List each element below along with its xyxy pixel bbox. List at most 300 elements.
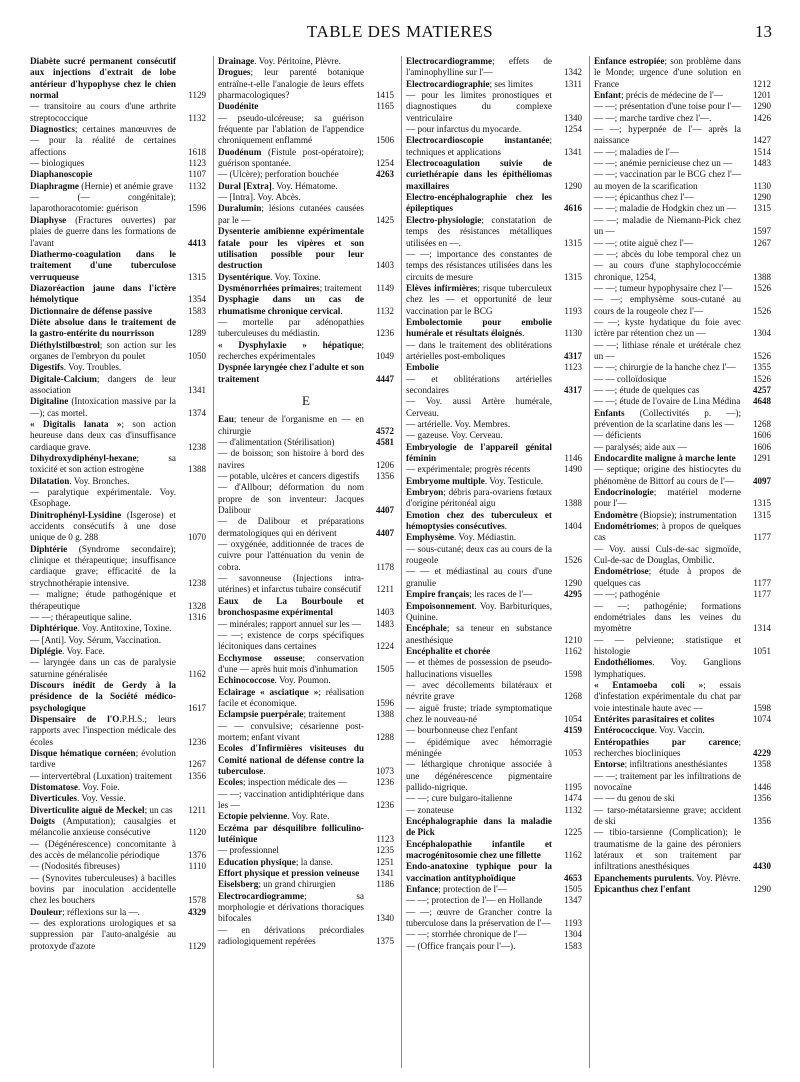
index-entry: [30, 169, 206, 180]
index-entry: [406, 544, 582, 567]
index-page-ref: 1505: [564, 884, 582, 895]
index-entry: [218, 101, 394, 112]
index-page-ref: 1483: [753, 158, 771, 169]
index-entry: [594, 124, 771, 147]
index-page-ref: 4317: [564, 350, 582, 361]
index-entry: [218, 845, 394, 856]
index-entry: [406, 680, 582, 703]
index-entry: [406, 805, 582, 816]
index-entry: [218, 687, 394, 710]
index-entry: [594, 101, 771, 112]
index-page-ref: 1583: [188, 305, 206, 316]
index-page-ref: 1251: [376, 856, 394, 867]
index-entry: [218, 437, 394, 448]
index-column-2: [214, 56, 402, 1068]
index-entry-text: — —; importance des constantes de temps des résistances utilisées dans les circuits de mesure: [406, 248, 552, 282]
index-entry-text: Embryome multiple. Voy. Testicule.: [406, 475, 544, 486]
index-entry: [594, 294, 771, 317]
index-page-ref: 1290: [753, 192, 771, 203]
index-entry: [594, 238, 771, 249]
index-page-ref: 1617: [188, 702, 206, 713]
index-page-ref: 1474: [564, 793, 582, 804]
index-page-ref: 1315: [753, 203, 771, 214]
index-entry-text: — avec décollements bilatéraux et névrite grave: [406, 679, 552, 702]
index-page-ref: 4159: [564, 725, 582, 736]
index-entry: [218, 294, 394, 317]
index-entry-text: Diverticules. Voy. Vessie.: [30, 793, 126, 804]
index-entry-text: Eaux de La Bourboule et bronchospasme expérimental: [218, 595, 364, 618]
index-page-ref: 1130: [564, 328, 582, 339]
index-entry-text: — [Anti]. Voy. Sérum, Vaccination.: [30, 634, 162, 645]
index-entry-text: — (— congénitale); laparothoracotomie: guérison: [30, 192, 176, 214]
index-entry: [594, 169, 771, 192]
index-entry-text: Diphtérie (Syndrome secondaire); clinique et thérapeutique; insuffisance cardiaque grave; efficacité de la strychnothérapie intensive.: [30, 543, 176, 588]
index-entry: [594, 884, 771, 895]
index-entry-text: — — convulsive; césarienne post-mortem; enfant vivant: [218, 720, 364, 742]
index-entry-text: — — pelvienne; statistique et histologie: [594, 634, 741, 656]
index-entry: [218, 471, 394, 482]
page-number: 13: [755, 22, 772, 41]
index-entry-text: — et oblitérations artérielles secondaires: [406, 373, 552, 395]
index-entry: [594, 601, 771, 635]
index-entry-text: Discours inédit de Gerdy à la présidence de la Société médico-psychologique: [30, 679, 176, 713]
index-page-ref: 1123: [188, 158, 206, 169]
index-entry-text: — des explorations urologiques et sa suppression par l'auto-analgésie au protoxyde d'azote: [30, 918, 176, 951]
index-page-ref: 1358: [753, 759, 771, 770]
index-entry: [30, 793, 206, 804]
index-entry: [218, 879, 394, 890]
index-entry-text: Dictionnaire de défense passive: [30, 305, 153, 316]
index-entry: [406, 396, 582, 419]
index-entry-text: — épidémique avec hémorragie méningée: [406, 736, 552, 758]
index-entry-text: — tibio-tarsienne (Complication); le traumatisme de la gaine des péroniers latéraux et son traitement par infiltrations anesthésiques: [594, 827, 741, 872]
index-page-ref: 1051: [753, 645, 771, 656]
index-page-ref: 1316: [188, 611, 206, 622]
index-page-ref: 1618: [188, 146, 206, 157]
index-page-ref: 1341: [376, 868, 394, 879]
index-entry-text: — zonateuse: [406, 804, 454, 815]
index-entry-text: Embryologie de l'appareil génital féminin: [406, 441, 552, 464]
index-page-ref: 4263: [376, 169, 394, 180]
index-entry-text: Empire français; les races de l'—: [406, 589, 533, 600]
index-entry: [218, 811, 394, 822]
index-entry: [594, 464, 771, 487]
index-entry: [218, 823, 394, 846]
index-page-ref: 4581: [376, 437, 394, 447]
index-page-ref: 1162: [564, 850, 582, 861]
index-page-ref: 1375: [376, 936, 394, 947]
index-entry: [30, 487, 206, 510]
index-entry: [30, 873, 206, 907]
index-page-ref: 4616: [564, 203, 582, 214]
index-entry: [406, 56, 582, 79]
index-entry-text: — potable, ulcères et cancers digestifs: [218, 471, 360, 482]
index-entry: [218, 709, 394, 720]
index-entry: [30, 419, 206, 453]
index-page-ref: 1315: [753, 498, 771, 509]
index-page-ref: 4572: [376, 425, 394, 436]
index-entry: [30, 215, 206, 249]
index-entry: [406, 566, 582, 589]
index-entry-text: Diagnostics; certaines manœuvres de — pour la réalité de certaines affections: [30, 124, 176, 157]
index-entry-text: — Voy. aussi Artère humérale, Cerveau.: [406, 396, 552, 418]
index-page-ref: 1356: [188, 770, 206, 781]
index-entry-text: « Digitalis lanata »; son action heureuse dans deux cas d'insuffisance cardiaque grave.: [30, 419, 176, 452]
index-entry-text: Effort physique et pression veineuse: [218, 868, 360, 879]
index-entry: [406, 430, 582, 441]
index-entry-text: — minérales; rapport annuel sur les —: [218, 618, 361, 629]
index-entry-text: — transitoire au cours d'une arthrite streptococcique: [30, 101, 176, 123]
index-page-ref: 1526: [753, 350, 771, 361]
index-entry-text: — pour les limites pronostiques et diagnostiques du complexe ventriculaire: [406, 90, 552, 123]
index-entry: [30, 748, 206, 771]
index-page-ref: 1355: [753, 362, 771, 373]
index-entry-text: — —; emphysème sous-cutané au cours de la rougeole chez l'—: [594, 294, 741, 316]
index-page-ref: 1526: [753, 373, 771, 384]
index-entry-text: Eclairage « asciatique »; réalisation facile et économique.: [218, 686, 364, 708]
index-entry-text: Dysenterie amibienne expérimentale fatale pour les vipères et son utilisation possible pour leur destruction: [218, 226, 364, 271]
index-entry-text: Diabète sucré permanent consécutif aux injections d'extrait de lobe antérieur d'hypophyse chez le chien normal: [30, 56, 176, 101]
index-page-ref: 1236: [376, 328, 394, 339]
index-page-ref: 1267: [188, 759, 206, 770]
index-page-ref: 1505: [376, 663, 394, 674]
index-entry: [406, 135, 582, 158]
index-entry: [594, 487, 771, 510]
index-entry: [30, 510, 206, 544]
index-entry-text: — —; hyperpnée de l'— après la naissance: [594, 124, 741, 146]
index-entry-text: — — colloïdosique: [594, 373, 667, 384]
index-entry-text: — —; œuvre de Grancher contre la tuberculose dans la préservation de l'—: [406, 906, 552, 929]
index-entry-text: — professionnel: [218, 845, 279, 856]
index-entry: [30, 396, 206, 419]
index-page-ref: 1178: [376, 561, 394, 572]
index-entry-text: Duodénum (Fistule post-opératoire); guérison spontanée.: [218, 146, 364, 169]
index-page-ref: 1597: [753, 226, 771, 237]
index-entry-text: Drainage. Voy. Péritoine, Plèvre.: [218, 56, 341, 66]
index-page-ref: 1254: [564, 124, 582, 135]
index-entry-text: Dilatation. Voy. Bronches.: [30, 475, 130, 486]
index-entry: [406, 374, 582, 397]
index-entry-text: Eiselsberg; un grand chirurgien: [218, 879, 336, 890]
index-entry: [30, 56, 206, 101]
index-entry: [406, 79, 582, 90]
index-entry-text: — —; pathogénie: [594, 589, 660, 600]
index-page-ref: 1403: [376, 260, 394, 271]
index-entry-text: — —; chirurgie de la hanche chez l'—: [594, 362, 736, 373]
index-page-ref: 1120: [188, 827, 206, 838]
index-page-ref: 1235: [376, 845, 394, 856]
index-page-ref: 1238: [188, 441, 206, 452]
index-entry-text: Enfants (Collectivités p. —); prévention de la scarlatine dans les —: [594, 407, 741, 429]
section-letter-heading: E: [302, 392, 310, 408]
index-entry: [218, 868, 394, 879]
index-entry: [594, 215, 771, 238]
index-entry-text: — (Dégénérescence) concomitante à des accès de mélancolie périodique: [30, 838, 176, 861]
index-entry-text: Endo-anatoxine typhique pour la vaccination antityphoïdique: [406, 861, 552, 883]
index-entry-text: Epanchements purulents. Voy. Plèvre.: [594, 872, 741, 883]
index-column-3: [402, 56, 590, 1068]
index-entry: [30, 158, 206, 169]
index-page-ref: 1347: [564, 895, 582, 906]
index-entry-text: — intervertébral (Luxation) traitement: [30, 770, 173, 781]
index-entry-text: Embolie: [406, 362, 439, 373]
index-entry: [594, 374, 771, 385]
index-entry: [406, 929, 582, 940]
index-entry: [594, 771, 771, 794]
index-entry: [406, 476, 582, 487]
index-page-ref: 1341: [188, 384, 206, 395]
index-page-ref: 1598: [564, 668, 582, 679]
index-entry: [218, 789, 394, 812]
index-entry: [594, 521, 771, 544]
index-entry-text: — —; traitement par les infiltrations de novocaïne: [594, 770, 741, 792]
index-entry-text: — —; pathogénie; formations endométriales dans les veines du myomètre: [594, 600, 741, 634]
index-entry-text: Ectopie pelvienne. Voy. Rate.: [218, 811, 330, 822]
index-entry: [406, 907, 582, 930]
index-entry: [30, 374, 206, 397]
index-entry: [594, 737, 771, 760]
index-page-ref: 1596: [188, 203, 206, 214]
index-entry: [30, 192, 206, 215]
index-entry-text: Distomatose. Voy. Foie.: [30, 782, 120, 792]
index-entry: [406, 839, 582, 862]
index-entry-text: Dispensaire de l'O.P.H.S.; leurs rapports avec l'inspection médicale des écoles: [30, 713, 177, 747]
index-entry-text: — Voy. aussi Culs-de-sac sigmoïde, Cul-de-sac de Douglas, Ombilic.: [594, 543, 741, 566]
index-entry: [594, 680, 771, 714]
index-page-ref: 1129: [188, 940, 206, 951]
index-page-ref: 1129: [188, 90, 206, 101]
index-entry-text: — —; maladie de Hodgkin chez un —: [594, 203, 737, 214]
index-entry-text: Dihydroxydiphényl-hexane; sa toxicité et son action estrogène: [30, 453, 176, 475]
index-page-ref: 4648: [753, 396, 771, 407]
index-entry-text: — biologiques: [30, 158, 85, 169]
index-entry-text: Electrocoagulation suivie de curiethérapie dans les épithéliomas maxillaires: [406, 158, 552, 191]
index-entry: [218, 181, 394, 192]
index-entry: [218, 192, 394, 203]
index-entry-text: Dyspnée laryngée chez l'adulte et son traitement: [218, 362, 364, 384]
index-entry: [30, 612, 206, 623]
index-entry: [406, 737, 582, 760]
index-page-ref: 1132: [376, 305, 394, 316]
index-entry-text: Endométriomes; à propos de quelques cas: [594, 521, 741, 543]
index-page-ref: 1578: [188, 895, 206, 906]
index-entry: [406, 340, 582, 363]
index-entry-text: Duralumin; lésions cutanées causées par le —: [218, 203, 364, 225]
index-entry: [30, 283, 206, 306]
index-entry-text: Diéthylstilbœstrol; son action sur les organes de l'embryon du poulet: [30, 339, 176, 361]
index-page-ref: 1290: [564, 180, 582, 191]
index-page-ref: 1254: [376, 158, 394, 169]
index-entry-text: — pour infarctus du myocarde.: [406, 124, 522, 135]
index-entry-text: Enfance estropiée; son problème dans le Monde; urgence d'une solution en France: [594, 56, 741, 89]
index-entry-text: Diaphragme (Hernie) et anémie grave: [30, 180, 173, 191]
index-page-ref: 1598: [753, 702, 771, 713]
index-entry: [30, 907, 206, 918]
index-page-ref: 1146: [564, 453, 582, 464]
index-entry: [594, 544, 771, 567]
index-entry-text: — —; otite aiguë chez l'—: [594, 237, 693, 248]
index-page-ref: 1050: [188, 350, 206, 361]
index-entry-text: Encéphalite et chorée: [406, 645, 491, 656]
index-entry-text: Elèves infirmières; risque tuberculeux chez les — et opportunité de leur vaccination par le BCG: [406, 282, 552, 316]
index-page-ref: 1526: [753, 282, 771, 293]
index-page-ref: 1446: [753, 782, 771, 792]
index-page-ref: 1315: [188, 271, 206, 282]
index-entry: [406, 532, 582, 543]
index-entry-text: Diplégie. Voy. Face.: [30, 645, 105, 656]
index-entry: [30, 340, 206, 363]
index-entry: [218, 743, 394, 777]
index-entry-text: — bourbonneuse chez l'enfant: [406, 725, 518, 736]
index-page-ref: 1110: [188, 861, 206, 872]
index-entry: [218, 721, 394, 744]
index-page-ref: 1193: [564, 918, 582, 929]
index-entry: [218, 925, 394, 948]
index-entry: [218, 147, 394, 170]
index-page-ref: 1162: [188, 668, 206, 679]
index-page-ref: 1238: [188, 577, 206, 588]
index-entry: [594, 113, 771, 124]
index-entry-text: Dysménorrhées primaires; traitement: [218, 282, 362, 293]
index-entry-text: Emphysème. Voy. Médiastin.: [406, 532, 517, 543]
index-entry-text: — paralytique expérimentale. Voy. Œsophage.: [30, 487, 176, 509]
index-entry: [594, 56, 771, 90]
index-entry: [30, 317, 206, 340]
index-page-ref: 1211: [188, 804, 206, 815]
index-page-ref: 1340: [564, 112, 582, 123]
index-entry-text: Emotion chez des tuberculeux et hémoptysies consécutives.: [406, 509, 552, 532]
index-page-ref: 1328: [188, 600, 206, 611]
index-page-ref: 1267: [753, 237, 771, 248]
index-entry: [218, 619, 394, 630]
index-entry-text: Diverticulite aiguë de Meckel; un cas: [30, 804, 173, 815]
index-page-ref: 1123: [564, 362, 582, 373]
index-page-ref: 1506: [376, 135, 394, 146]
index-page-ref: 1149: [376, 282, 394, 293]
index-entry: [594, 442, 771, 453]
index-page-ref: 1526: [564, 555, 582, 566]
index-entry-text: Eau; teneur de l'organisme en — en chirurgie: [218, 414, 364, 436]
index-entry-text: Empoisonnement. Voy. Barbituriques, Quinine.: [406, 600, 552, 622]
index-entry-text: Digestifs. Voy. Troubles.: [30, 362, 122, 373]
index-entry-text: — gazeuse. Voy. Cerveau.: [406, 430, 503, 441]
index-entry: [406, 158, 582, 192]
index-entry-text: — mortelle par adénopathies tuberculeuses du médiastin.: [218, 316, 364, 339]
index-page-ref: 1130: [753, 180, 771, 191]
index-entry: [30, 714, 206, 748]
index-entry-text: — tarso-métatarsienne grave; accident de ski: [594, 804, 741, 827]
index-entry-text: — oxygénée, additionnée de traces de cuivre pour l'atténuation du venin de cobra.: [218, 539, 364, 572]
index-entry: [30, 101, 206, 124]
index-entry: [218, 653, 394, 676]
index-entry: [218, 539, 394, 573]
index-page-ref: 1376: [188, 850, 206, 861]
index-entry: [406, 884, 582, 895]
index-entry: [30, 861, 206, 872]
index-entry: [30, 249, 206, 283]
index-entry-text: — (Synovites tuberculeuses) à bacilles bovins par inoculation accidentelle chez les bouchers: [30, 872, 176, 906]
index-page-ref: 4257: [753, 384, 771, 395]
index-entry-text: Encéphalographie dans la maladie de Pick: [406, 816, 552, 838]
index-entry-text: Diathermo-coagulation dans le traitement d'une tuberculose verruqueuse: [30, 248, 176, 282]
index-page-ref: 1304: [564, 929, 582, 940]
index-page-ref: 1374: [188, 407, 206, 418]
index-page-ref: 1341: [564, 146, 582, 157]
index-page-ref: 1268: [564, 691, 582, 702]
index-page-ref: 1206: [376, 459, 394, 470]
index-entry-text: — (Nodosités fibreuses): [30, 861, 120, 872]
index-entry: [218, 362, 394, 385]
index-entry-text: Digitaline (Intoxication massive par la —); cas mortel.: [30, 396, 176, 418]
index-entry: [406, 657, 582, 680]
index-entry-text: — —; anémie pernicieuse chez un —: [594, 158, 733, 169]
index-entry: [594, 158, 771, 169]
index-entry: [218, 203, 394, 226]
index-entry-text: — —; lithiase rénale et urétérale chez un —: [594, 339, 741, 361]
index-entry: [30, 544, 206, 589]
index-entry-text: — —; thérapeutique saline.: [30, 611, 132, 622]
index-page-ref: 1236: [376, 800, 394, 810]
index-page-ref: 1514: [753, 146, 771, 157]
index-entry: [594, 317, 771, 340]
index-entry: [406, 90, 582, 124]
index-page-ref: 1315: [564, 237, 582, 248]
index-page-ref: 1132: [188, 180, 206, 191]
index-entry: [594, 714, 771, 725]
index-entry-text: Entérites parasitaires et colites: [594, 713, 715, 724]
index-entry-text: — septique; origine des histiocytes du phénomène de Bittorf au cours de l'—: [594, 464, 741, 486]
index-entry: [218, 283, 394, 294]
index-entry-text: Digitale-Calcium; dangers de leur association: [30, 373, 176, 395]
index-entry-text: Ecoles d'Infirmières visiteuses du Comité national de défense contre la tuberculose.: [218, 743, 364, 776]
index-entry-text: Electro-encéphalographie chez les épileptiques: [406, 192, 552, 214]
index-entry: [406, 601, 582, 624]
index-entry: [30, 782, 206, 793]
index-page-ref: 1356: [753, 816, 771, 827]
index-page-ref: 1054: [564, 713, 582, 724]
index-entry-text: Endométriose; étude à propos de quelques cas: [594, 566, 741, 588]
index-entry-text: — d'Allbour; déformation du nom propre de son inventeur: Jacques Dalibour: [218, 482, 364, 516]
index-entry-text: — paralysés; aide aux —: [594, 441, 687, 452]
index-entry: [218, 675, 394, 686]
index-page-ref: 4229: [753, 747, 771, 758]
index-entry-text: Electrocardiogramme; effets de l'aminophylline sur l'—: [406, 56, 552, 78]
index-entry-text: — et thèmes de possession de pseudo-hallucinations visuelles: [406, 657, 552, 679]
index-entry-text: — de boisson; son histoire à bord des navires: [218, 448, 364, 470]
index-entry-text: Endocardite maligne à marche lente: [594, 453, 736, 464]
index-entry-text: — d'alimentation (Stérilisation): [218, 437, 335, 447]
index-entry: [218, 573, 394, 596]
index-entry-text: Diaphyse (Fractures ouvertes) par plaies de guerre dans les formations de l'avant: [30, 214, 176, 248]
index-page-ref: 1304: [753, 328, 771, 339]
index-entry: [218, 516, 394, 539]
index-entry-text: Electrocardiographie; ses limites: [406, 78, 533, 89]
index-entry: [30, 680, 206, 714]
index-page-ref: 1290: [753, 101, 771, 112]
index-page-ref: 1201: [753, 90, 771, 101]
index-page-ref: 1606: [753, 430, 771, 441]
index-entry: [30, 181, 206, 192]
index-entry-text: — —; étude de l'ovaire de Lina Médina: [594, 396, 741, 407]
index-entry-text: Disque hématique cornéen; évolution tardive: [30, 747, 176, 770]
index-entry: [594, 510, 771, 521]
index-page-ref: 1049: [376, 350, 394, 361]
index-page-ref: 1315: [564, 271, 582, 282]
index-entry: [406, 249, 582, 283]
index-page-ref: 1268: [753, 419, 771, 429]
index-entry: [218, 891, 394, 925]
index-entry-text: — artérielle. Voy. Membres.: [406, 419, 511, 429]
